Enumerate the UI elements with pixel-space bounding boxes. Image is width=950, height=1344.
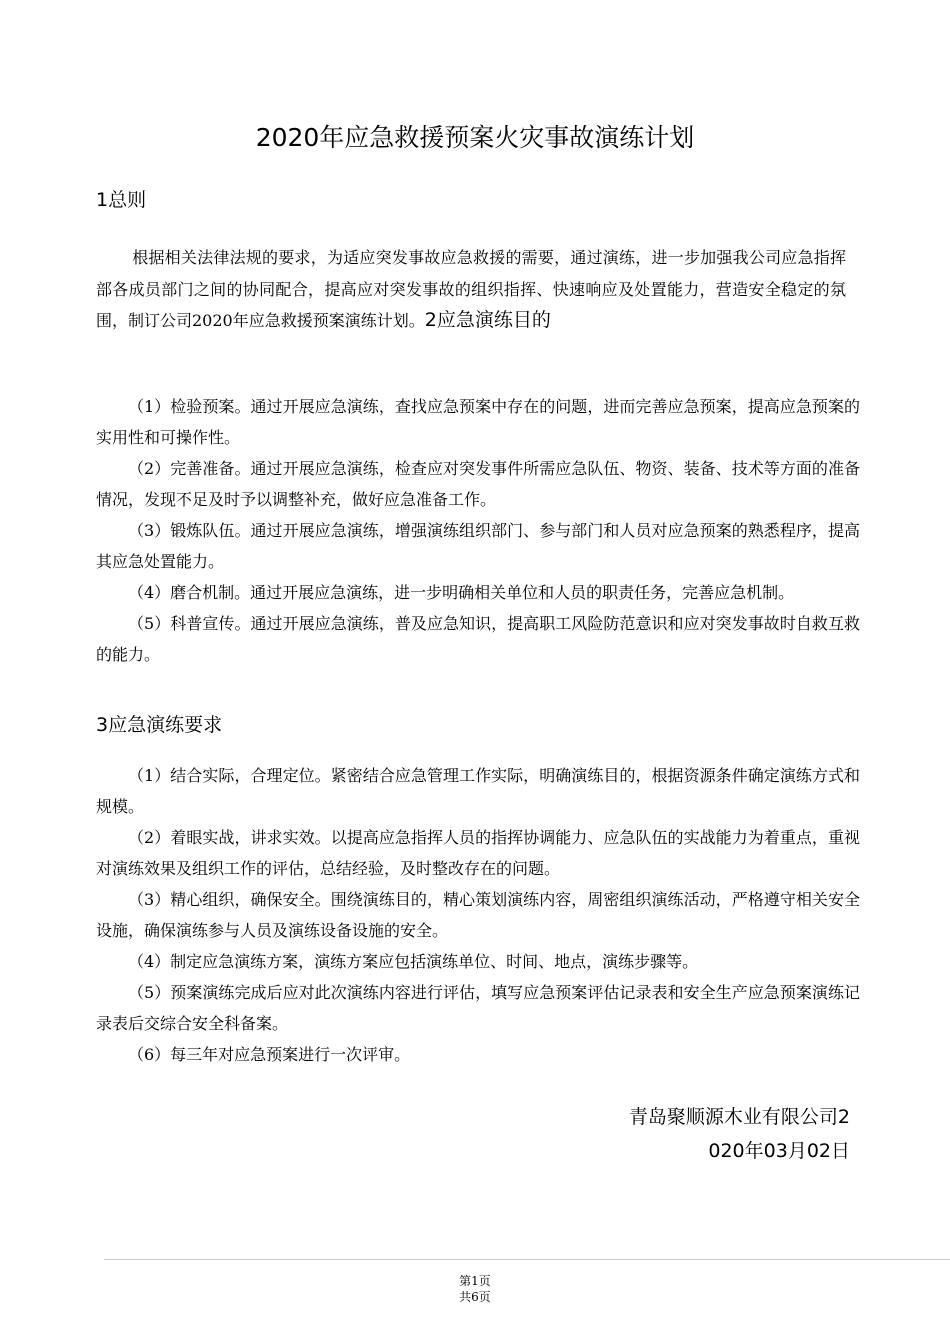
list-item: （3）锻炼队伍。通过开展应急演练，增强演练组织部门、参与部门和人员对应急预案的熟悉程序，提高其应急处置能力。 (96, 521, 860, 571)
list-item: （2）着眼实战，讲求实效。以提高应急指挥人员的指挥协调能力、应急队伍的实战能力为着重点，重视对演练效果及组织工作的评估，总结经验，及时整改存在的问题。 (96, 828, 860, 878)
section-2-list (96, 391, 860, 670)
list-item: （1）检验预案。通过开展应急演练，查找应急预案中存在的问题，进而完善应急预案，提高应急预案的实用性和可操作性。 (96, 397, 860, 447)
footer-page-number: 第1页 (459, 1274, 491, 1288)
section-1-paragraph (96, 242, 846, 337)
document-title: 2020年应急救援预案火灾事故演练计划 (255, 123, 695, 152)
list-item: （6）每三年对应急预案进行一次评审。 (128, 1045, 411, 1064)
list-item: （5）预案演练完成后应对此次演练内容进行评估，填写应急预案评估记录表和安全生产应急预案演练记录表后交综合安全科备案。 (96, 983, 860, 1033)
list-item: （4）磨合机制。通过开展应急演练，进一步明确相关单位和人员的职责任务，完善应急机制。 (128, 583, 795, 602)
list-item: （2）完善准备。通过开展应急演练，检查应对突发事件所需应急队伍、物资、装备、技术等方面的准备情况，发现不足及时予以调整补充，做好应急准备工作。 (96, 459, 860, 509)
section-3-list (96, 760, 860, 1070)
section-2-heading: 2应急演练目的 (424, 309, 551, 331)
footer-total-pages: 共6页 (459, 1290, 491, 1304)
section-1-text: 根据相关法律法规的要求，为适应突发事故应急救援的需要，通过演练，进一步加强我公司应急指挥部各成员部门之间的协同配合，提高应对突发事故的组织指挥、快速响应及处置能力，营造安全稳定的氛围，制订公司2020年应急救援预案演练计划。 (96, 248, 846, 330)
list-item: （1）结合实际，合理定位。紧密结合应急管理工作实际，明确演练目的，根据资源条件确定演练方式和规模。 (96, 766, 860, 816)
signature-date: 020年03月02日 (708, 1140, 850, 1162)
signature-company: 青岛聚顺源木业有限公司2 (628, 1106, 850, 1128)
list-item: （3）精心组织，确保安全。围绕演练目的，精心策划演练内容，周密组织演练活动，严格遵守相关安全设施，确保演练参与人员及演练设备设施的安全。 (96, 890, 860, 940)
list-item: （5）科普宣传。通过开展应急演练，普及应急知识，提高职工风险防范意识和应对突发事故时自救互救的能力。 (96, 614, 860, 664)
footer-divider (104, 1259, 950, 1260)
list-item: （4）制定应急演练方案，演练方案应包括演练单位、时间、地点，演练步骤等。 (128, 952, 699, 971)
section-1-heading: 1总则 (96, 189, 147, 211)
section-3-heading: 3应急演练要求 (96, 714, 223, 736)
